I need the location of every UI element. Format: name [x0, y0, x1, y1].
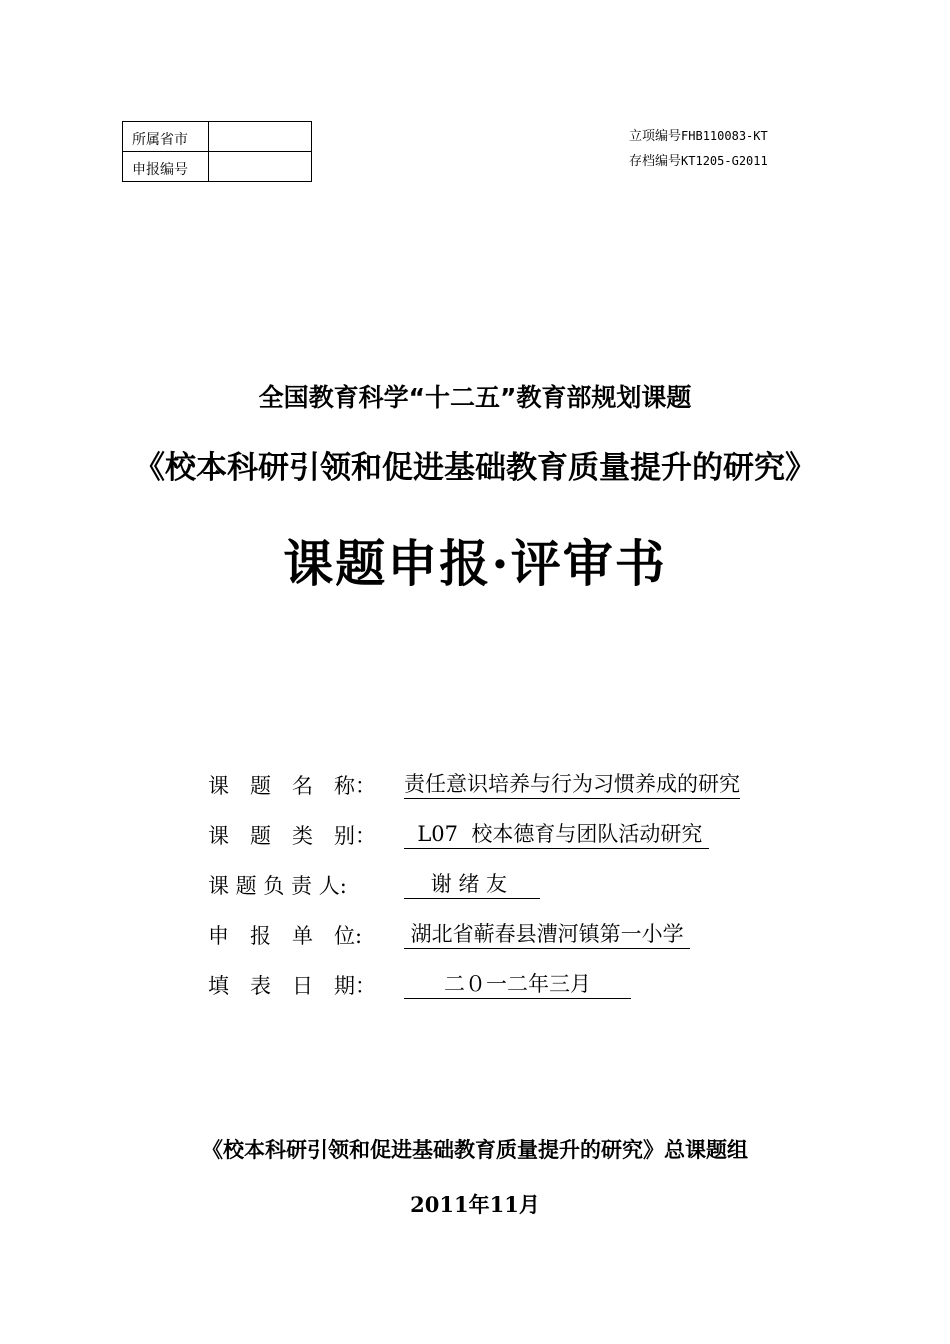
- field-label: 课 题 名 称：: [208, 774, 376, 798]
- field-row-topic-name: [208, 760, 740, 810]
- header-reference-table: [122, 121, 312, 182]
- project-code: [629, 124, 768, 149]
- province-value: [209, 122, 312, 152]
- project-title: 《校本科研引领和促进基础教育质量提升的研究》: [134, 450, 816, 486]
- archive-code: [629, 149, 768, 174]
- field-value: 二０一二年三月: [404, 971, 631, 999]
- field-value: 谢 绪 友: [404, 871, 540, 899]
- archive-code-value: KT1205-G2011: [681, 154, 768, 168]
- footer-date: 2011年11月: [410, 1192, 540, 1217]
- project-code-value: FHB110083-KT: [681, 129, 768, 143]
- footer-organization: 《校本科研引领和促进基础教育质量提升的研究》总课题组: [202, 1137, 748, 1162]
- document-title: 课题申报·评审书: [283, 534, 667, 593]
- field-row-fill-date: [208, 960, 740, 1010]
- field-label: 申 报 单 位:: [208, 924, 363, 948]
- province-row: [123, 122, 312, 152]
- field-row-topic-category: [208, 810, 740, 860]
- application-number-value: [209, 152, 312, 182]
- application-number-label: 申报编号: [123, 152, 209, 182]
- field-row-principal: [208, 860, 740, 910]
- archive-code-label: 存档编号: [629, 154, 682, 169]
- field-label: 填 表 日 期：: [208, 974, 376, 998]
- field-value: 湖北省蕲春县漕河镇第一小学: [404, 921, 690, 949]
- field-value: 责任意识培养与行为习惯养成的研究: [404, 771, 740, 799]
- project-code-label: 立项编号: [629, 129, 682, 144]
- field-row-applicant-unit: [208, 910, 740, 960]
- application-number-row: [123, 152, 312, 182]
- program-subtitle: 全国教育科学“十二五”教育部规划课题: [258, 383, 692, 412]
- field-label: 课 题 类 别：: [208, 824, 376, 848]
- province-label: 所属省市: [123, 122, 209, 152]
- document-codes: [629, 124, 768, 174]
- field-label: 课 题 负 责 人:: [208, 874, 347, 898]
- field-value: L07 校本德育与团队活动研究: [404, 821, 709, 849]
- application-fields: [208, 760, 740, 1010]
